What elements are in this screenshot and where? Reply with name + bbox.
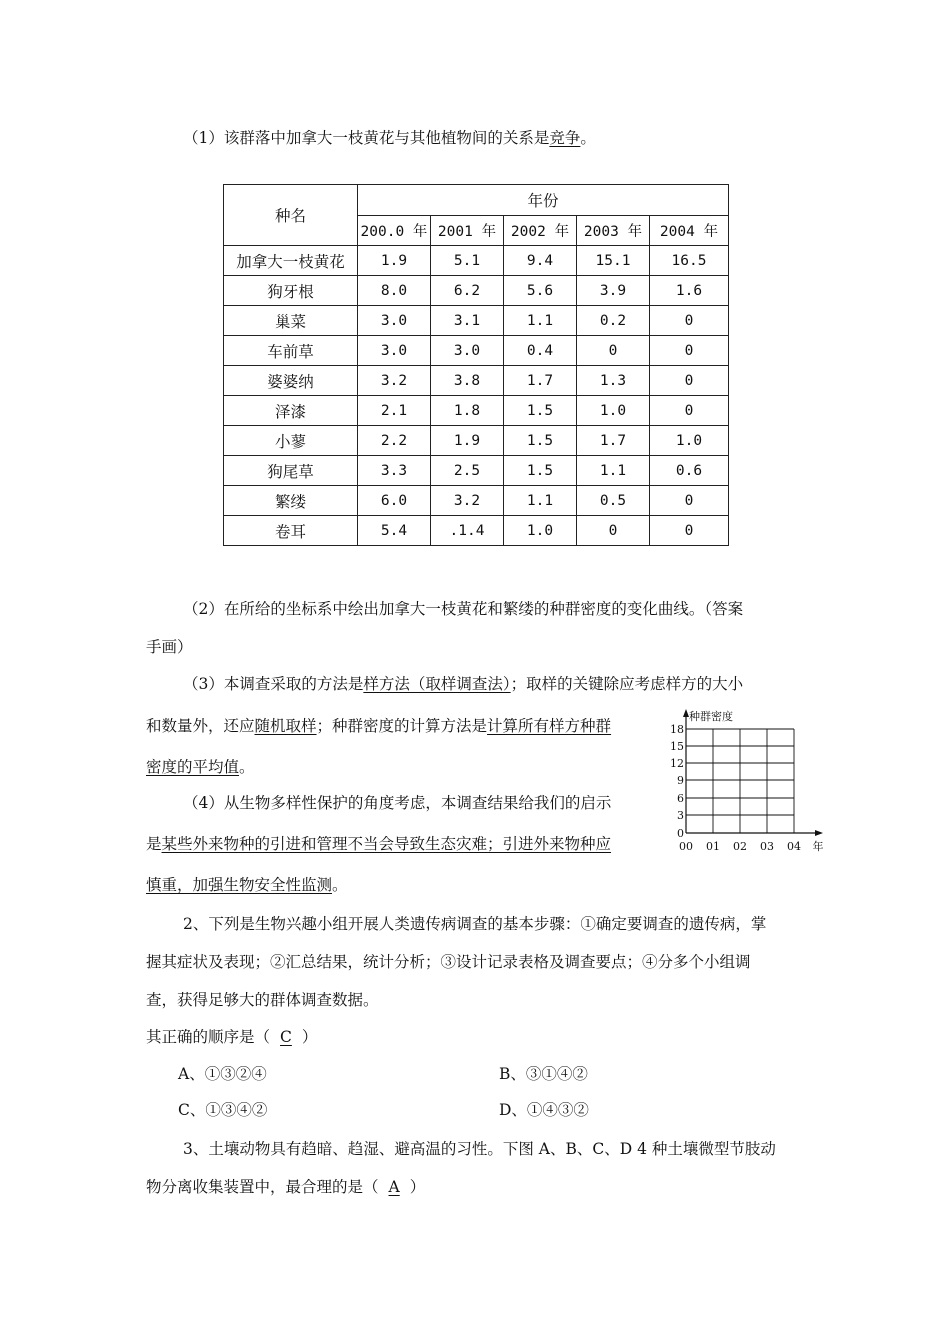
density-value-cell: 3.0 [358, 306, 431, 336]
density-graph-svg [672, 706, 832, 856]
density-value-cell: 1.5 [504, 456, 577, 486]
y-tick-label: 9 [677, 774, 684, 787]
species-name-cell: 小蓼 [224, 426, 358, 456]
table-row [224, 486, 729, 516]
x-axis-unit: 年 [812, 840, 824, 853]
header-year: 年份 [358, 185, 729, 216]
density-value-cell: 1.9 [431, 426, 504, 456]
density-value-cell: 5.4 [358, 516, 431, 546]
q1-line [183, 128, 596, 148]
density-value-cell: 5.6 [504, 276, 577, 306]
year-header-cell: 2003 年 [577, 215, 650, 246]
species-name-cell: 卷耳 [224, 516, 358, 546]
q1-text: （1）该群落中加拿大一枝黄花与其他植物间的关系是 [183, 129, 550, 147]
q3-text-f: ；种群密度的计算方法是 [316, 717, 488, 735]
density-value-cell: 0 [577, 336, 650, 366]
y-tick-label: 18 [670, 723, 684, 736]
p2-question [146, 1027, 317, 1047]
density-value-cell: 1.1 [504, 306, 577, 336]
table-row [224, 456, 729, 486]
year-header-cell: 2001 年 [431, 215, 504, 246]
species-name-cell: 繁缕 [224, 486, 358, 516]
density-value-cell: 1.1 [504, 486, 577, 516]
q3-text-c: ；取样的关键除应考虑样方的大小 [510, 675, 744, 693]
q3-line2 [146, 716, 611, 736]
density-value-cell: 1.5 [504, 396, 577, 426]
q2-line2: 手画） [146, 638, 193, 656]
q4-answer-part1: 某些外来物种的引进和管理不当会导致生态灾难；引进外来物种应 [161, 835, 612, 853]
table-row [224, 366, 729, 396]
density-value-cell: 9.4 [504, 246, 577, 276]
table-row [224, 276, 729, 306]
density-value-cell: 3.8 [431, 366, 504, 396]
q4-line1: （4）从生物多样性保护的角度考虑，本调查结果给我们的启示 [183, 794, 612, 812]
p2-line3: 查，获得足够大的群体调查数据。 [146, 991, 379, 1009]
species-name-cell: 婆婆纳 [224, 366, 358, 396]
option-a: A、①③②④ [178, 1065, 267, 1083]
density-value-cell: 16.5 [650, 246, 729, 276]
p2-line2: 握其症状及表现；②汇总结果，统计分析；③设计记录表格及调查要点；④分多个小组调 [146, 953, 751, 971]
q1-answer: 竞争 [549, 129, 581, 147]
option-c: C、①③④② [178, 1101, 268, 1119]
density-value-cell: .1.4 [431, 516, 504, 546]
density-value-cell: 0.2 [577, 306, 650, 336]
species-name-cell: 加拿大一枝黄花 [224, 246, 358, 276]
density-value-cell: 2.2 [358, 426, 431, 456]
table-row [224, 306, 729, 336]
q3-answer-calc: 计算所有样方种群 [487, 717, 612, 735]
table-row [224, 426, 729, 456]
p3-question-prefix: 物分离收集装置中，最合理的是（ [146, 1178, 379, 1196]
p3-answer: A [388, 1178, 400, 1196]
y-tick-label: 15 [670, 740, 684, 753]
density-value-cell: 1.1 [577, 456, 650, 486]
q2-line1: （2）在所给的坐标系中绘出加拿大一枝黄花和繁缕的种群密度的变化曲线。（答案 [183, 600, 744, 618]
density-value-cell: 0 [577, 516, 650, 546]
q3-text-d: 和数量外，还应 [146, 717, 255, 735]
density-value-cell: 0.5 [577, 486, 650, 516]
x-tick-label: 04 [787, 840, 801, 853]
q3-line1 [183, 674, 743, 694]
density-value-cell: 0 [650, 396, 729, 426]
q4-line3 [146, 875, 348, 895]
q3-text-i: 。 [239, 758, 255, 776]
y-tick-label: 3 [677, 809, 684, 822]
year-header-cell: 200.0 年 [358, 215, 431, 246]
p2-answer: C [280, 1028, 292, 1046]
option-b: B、③①④② [499, 1065, 588, 1083]
species-name-cell: 巢菜 [224, 306, 358, 336]
density-value-cell: 3.0 [431, 336, 504, 366]
x-tick-label: 01 [706, 840, 720, 853]
x-tick-label: 03 [760, 840, 774, 853]
year-header-cell: 2002 年 [504, 215, 577, 246]
density-value-cell: 3.2 [358, 366, 431, 396]
density-value-cell: 5.1 [431, 246, 504, 276]
x-axis-arrow [815, 830, 823, 836]
density-value-cell: 6.2 [431, 276, 504, 306]
density-value-cell: 3.9 [577, 276, 650, 306]
header-species: 种名 [224, 185, 358, 246]
density-value-cell: 3.1 [431, 306, 504, 336]
density-value-cell: 3.0 [358, 336, 431, 366]
graph-title: 种群密度 [689, 710, 733, 723]
density-value-cell: 1.7 [504, 366, 577, 396]
density-value-cell: 0 [650, 486, 729, 516]
density-value-cell: 0 [650, 306, 729, 336]
density-value-cell: 1.5 [504, 426, 577, 456]
density-value-cell: 0.4 [504, 336, 577, 366]
density-value-cell: 2.5 [431, 456, 504, 486]
table-row [224, 336, 729, 366]
species-name-cell: 车前草 [224, 336, 358, 366]
p2-question-suffix: ） [301, 1028, 318, 1046]
species-name-cell: 泽漆 [224, 396, 358, 426]
p3-line2 [146, 1177, 425, 1197]
q4-answer-part2: 慎重，加强生物安全性监测 [146, 876, 333, 894]
y-tick-label: 0 [677, 827, 684, 840]
q4-text-e: 。 [332, 876, 348, 894]
x-tick-label: 00 [679, 840, 693, 853]
density-value-cell: 1.0 [504, 516, 577, 546]
table-row [224, 246, 729, 276]
density-value-cell: 3.3 [358, 456, 431, 486]
q3-answer-calc-end: 密度的平均值 [146, 758, 240, 776]
y-tick-label: 12 [670, 757, 684, 770]
q4-text-b: 是 [146, 835, 162, 853]
x-tick-label: 02 [733, 840, 747, 853]
species-name-cell: 狗牙根 [224, 276, 358, 306]
q1-suffix: 。 [580, 129, 596, 147]
y-tick-label: 6 [677, 792, 684, 805]
density-value-cell: 0.6 [650, 456, 729, 486]
density-value-cell: 0 [650, 336, 729, 366]
density-value-cell: 1.6 [650, 276, 729, 306]
option-d: D、①④③② [499, 1101, 589, 1119]
species-density-table [223, 184, 729, 546]
q3-answer-random: 随机取样 [254, 717, 317, 735]
density-value-cell: 15.1 [577, 246, 650, 276]
p3-question-suffix: ） [409, 1178, 426, 1196]
density-value-cell: 1.0 [577, 396, 650, 426]
q3-text-a: （3）本调查采取的方法是 [183, 675, 364, 693]
q3-answer-method: 样方法（取样调查法） [363, 675, 511, 693]
p2-line1: 2、下列是生物兴趣小组开展人类遗传病调查的基本步骤：①确定要调查的遗传病，掌 [183, 915, 767, 933]
density-value-cell: 0 [650, 516, 729, 546]
density-value-cell: 1.3 [577, 366, 650, 396]
density-value-cell: 1.7 [577, 426, 650, 456]
density-value-cell: 2.1 [358, 396, 431, 426]
density-value-cell: 1.9 [358, 246, 431, 276]
p3-line1: 3、土壤动物具有趋暗、趋湿、避高温的习性。下图 A、B、C、D 4 种土壤微型节肢动 [183, 1140, 776, 1158]
density-graph [672, 706, 832, 856]
density-value-cell: 3.2 [431, 486, 504, 516]
q4-line2 [146, 834, 611, 854]
density-value-cell: 1.8 [431, 396, 504, 426]
q3-line3 [146, 757, 255, 777]
density-value-cell: 0 [650, 366, 729, 396]
year-header-cell: 2004 年 [650, 215, 729, 246]
table-row [224, 396, 729, 426]
species-name-cell: 狗尾草 [224, 456, 358, 486]
density-value-cell: 6.0 [358, 486, 431, 516]
density-value-cell: 1.0 [650, 426, 729, 456]
p2-question-prefix: 其正确的顺序是（ [146, 1028, 271, 1046]
density-value-cell: 8.0 [358, 276, 431, 306]
grid-lines [686, 729, 794, 833]
table-row [224, 516, 729, 546]
